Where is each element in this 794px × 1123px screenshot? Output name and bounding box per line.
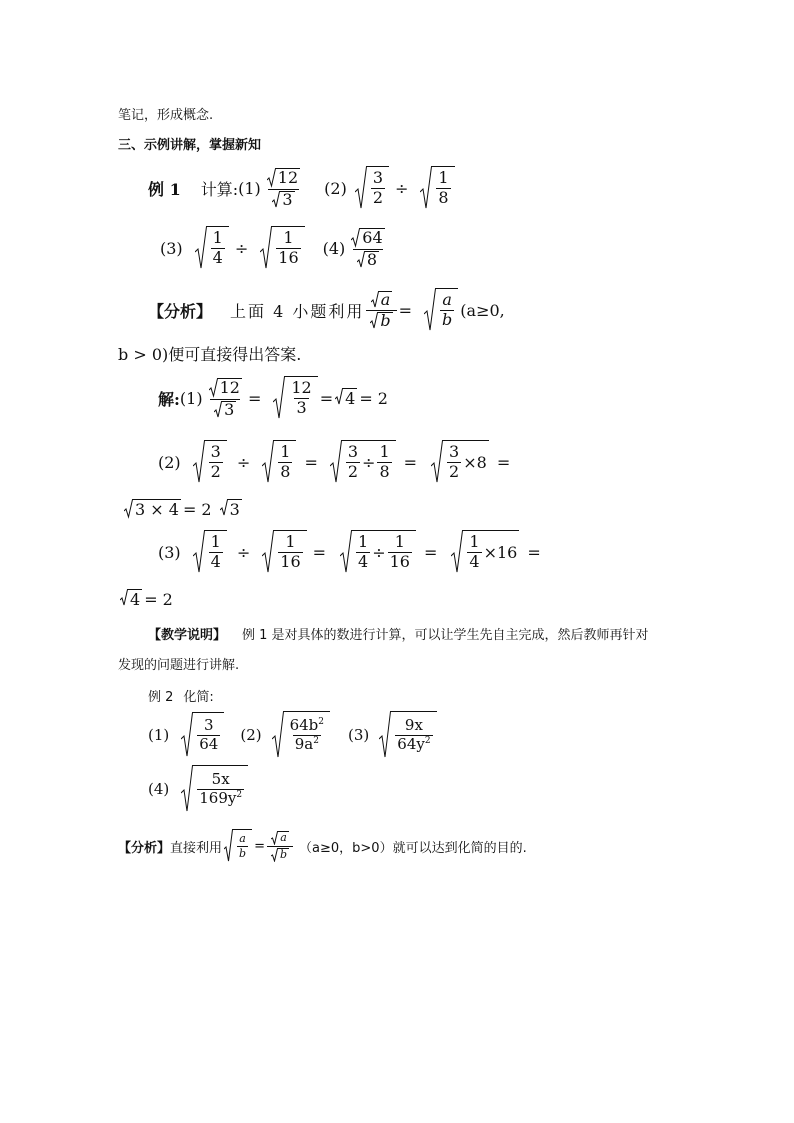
note-label: 【教学说明】 (148, 628, 227, 643)
exponent: 2 (318, 717, 325, 728)
numerator: 9x (404, 716, 423, 735)
divide-sign: ÷ (372, 543, 386, 562)
denominator: 9a (294, 735, 314, 753)
solution-label: 解: (158, 389, 180, 409)
sqrt (124, 499, 181, 519)
sqrt (420, 166, 454, 210)
analysis-text: 直接利用 (170, 840, 223, 856)
radicand: 3 (229, 500, 240, 519)
item-number: (4) (148, 780, 170, 798)
example-title: 化简: (183, 690, 214, 705)
sqrt (260, 226, 304, 270)
equals-sign: = (247, 388, 262, 408)
numerator: 1 (285, 532, 296, 552)
sqrt (209, 378, 242, 398)
numerator: a (239, 832, 246, 846)
divide-sign: ÷ (395, 178, 409, 198)
radicand: 3 (224, 399, 235, 419)
item-number: (1) (148, 726, 170, 744)
exponent: 2 (313, 736, 319, 746)
sqrt (431, 440, 489, 484)
sqrt (214, 401, 236, 419)
denominator: b (239, 847, 247, 860)
text-line (118, 104, 213, 123)
denominator: 2 (372, 188, 384, 207)
sqrt (379, 711, 436, 759)
divide-sign: ÷ (362, 453, 376, 472)
denominator: 2 (449, 462, 460, 481)
numerator: 3 (449, 442, 460, 462)
solution-line2b (122, 497, 244, 521)
radicand: 64 (362, 227, 383, 247)
equals-sign: = (527, 542, 541, 562)
radicand: 12 (219, 377, 240, 397)
item-number: (1) (238, 178, 261, 198)
fraction (267, 831, 293, 862)
item-number: (2) (240, 726, 262, 744)
analysis-text: （a≥0，b>0）就可以达到化简的目的. (299, 840, 527, 856)
example-label: 例 2 (148, 690, 174, 705)
numerator: 3 (204, 716, 214, 735)
sqrt (424, 288, 458, 332)
heading-text: 三、示例讲解，掌握新知 (118, 138, 262, 153)
sqrt (340, 530, 416, 574)
sqrt (371, 291, 393, 309)
analysis-label: 【分析】 (118, 840, 171, 856)
denominator: 4 (210, 552, 221, 571)
numerator: 1 (469, 532, 480, 552)
sqrt (224, 829, 252, 863)
analysis2-line (118, 826, 527, 866)
radicand: 4 (130, 590, 141, 609)
note-text: 发现的问题进行讲解. (118, 658, 240, 673)
example2-heading (148, 686, 214, 705)
item-number: (3) (160, 238, 183, 258)
sqrt (195, 226, 229, 270)
analysis-text: b > 0)便可直接得出答案. (118, 345, 302, 364)
denominator: 4 (212, 248, 223, 267)
example-title: 计算: (200, 179, 239, 199)
equals-sign: = (312, 542, 327, 562)
sqrt (193, 440, 227, 484)
divide-sign: ÷ (236, 452, 251, 472)
exponent: 2 (424, 736, 431, 746)
numerator: 1 (379, 442, 390, 462)
item-number: (1) (179, 388, 203, 408)
sqrt (262, 530, 306, 574)
section-heading (118, 134, 261, 153)
sqrt (193, 530, 227, 574)
result: = 2 (182, 499, 212, 519)
sqrt (330, 440, 396, 484)
sqrt (262, 440, 296, 484)
radicand: a (380, 289, 391, 309)
denominator: 4 (469, 552, 480, 571)
denominator: 16 (389, 552, 410, 571)
numerator: 12 (291, 378, 312, 398)
numerator: 1 (212, 228, 223, 248)
divide-sign: ÷ (234, 238, 249, 258)
radicand: a (280, 831, 287, 845)
sqrt (357, 251, 379, 269)
radicand: 3 (282, 189, 293, 209)
equals-sign: = (496, 452, 511, 472)
radicand: 3 × 4 (135, 500, 179, 519)
fraction (263, 168, 304, 209)
numerator: 64b (289, 716, 319, 735)
sqrt (220, 499, 242, 519)
denominator: 2 (347, 462, 359, 481)
analysis1-line1 (148, 286, 505, 334)
text: 笔记，形成概念. (118, 108, 214, 123)
sqrt (272, 711, 330, 759)
result: = 2 (359, 388, 388, 408)
numerator: 1 (280, 442, 291, 462)
equals-sign: = (304, 452, 318, 472)
numerator: 1 (210, 532, 221, 552)
sqrt (181, 712, 224, 758)
radicand: b (279, 848, 288, 862)
equals-sign: = (403, 452, 418, 472)
numerator: 5x (211, 770, 230, 789)
item-number: (2) (324, 178, 347, 198)
condition: (a≥0, (460, 300, 505, 320)
denominator: 16 (278, 248, 299, 267)
denominator: 3 (296, 398, 307, 417)
sqrt (351, 228, 384, 248)
item-number: (3) (158, 542, 181, 562)
result: = 2 (144, 589, 173, 609)
sqrt (271, 831, 289, 845)
example1-line1 (148, 162, 457, 214)
example2-line1 (148, 710, 439, 760)
denominator: 8 (280, 462, 291, 481)
denominator: 64 (199, 735, 219, 753)
sqrt (335, 388, 357, 408)
denominator: b (442, 310, 453, 329)
sqrt (355, 166, 389, 210)
denominator: 16 (280, 552, 301, 571)
solution-line3 (158, 528, 541, 576)
example-label: 例 1 (148, 179, 181, 199)
denominator: 8 (379, 462, 390, 481)
equals-sign: = (254, 838, 265, 854)
denominator: 2 (210, 462, 221, 481)
sqrt (267, 168, 300, 188)
example1-line2 (160, 224, 391, 272)
numerator: 1 (394, 532, 405, 552)
fraction (347, 228, 388, 269)
sqrt (181, 765, 248, 813)
analysis1-line2 (118, 342, 301, 365)
numerator: 1 (438, 168, 449, 188)
sqrt (271, 848, 289, 862)
denominator: 4 (358, 552, 369, 571)
sqrt (370, 312, 392, 330)
numerator: 3 (210, 442, 221, 462)
item-number: (3) (348, 726, 370, 744)
equals-sign: = (398, 300, 413, 320)
fraction (205, 378, 246, 419)
times-term: ×8 (463, 453, 487, 472)
sqrt (451, 530, 519, 574)
fraction (366, 291, 396, 330)
note-text: 例 1 是对具体的数进行计算，可以让学生先自主完成，然后教师再针对 (242, 628, 649, 643)
sqrt (273, 376, 317, 420)
equals-sign: = (319, 388, 334, 408)
denominator: 169y (199, 789, 237, 807)
numerator: 1 (283, 228, 294, 248)
radicand: 8 (366, 249, 378, 269)
analysis-label: 【分析】 (148, 301, 213, 321)
radicand: 4 (345, 389, 356, 408)
teaching-note-line1 (148, 624, 649, 643)
solution-line2 (158, 438, 510, 486)
numerator: a (442, 290, 452, 310)
numerator: 3 (347, 442, 359, 462)
numerator: 1 (358, 532, 369, 552)
equals-sign: = (423, 542, 438, 562)
solution-line3b (118, 587, 173, 611)
denominator: 8 (438, 188, 449, 207)
item-number: (2) (158, 452, 181, 472)
teaching-note-line2 (118, 654, 239, 673)
times-term: ×16 (483, 543, 518, 562)
analysis-text: 上面 4 小题利用 (230, 301, 365, 321)
radicand: 12 (277, 167, 299, 187)
example2-line2 (148, 764, 250, 814)
radicand: b (380, 310, 391, 330)
sqrt (272, 191, 294, 209)
sqrt (120, 589, 142, 609)
denominator: 64y (397, 735, 425, 753)
solution-line1 (158, 374, 388, 422)
item-number: (4) (322, 238, 346, 258)
divide-sign: ÷ (236, 542, 251, 562)
exponent: 2 (236, 790, 243, 800)
numerator: 3 (372, 168, 384, 188)
